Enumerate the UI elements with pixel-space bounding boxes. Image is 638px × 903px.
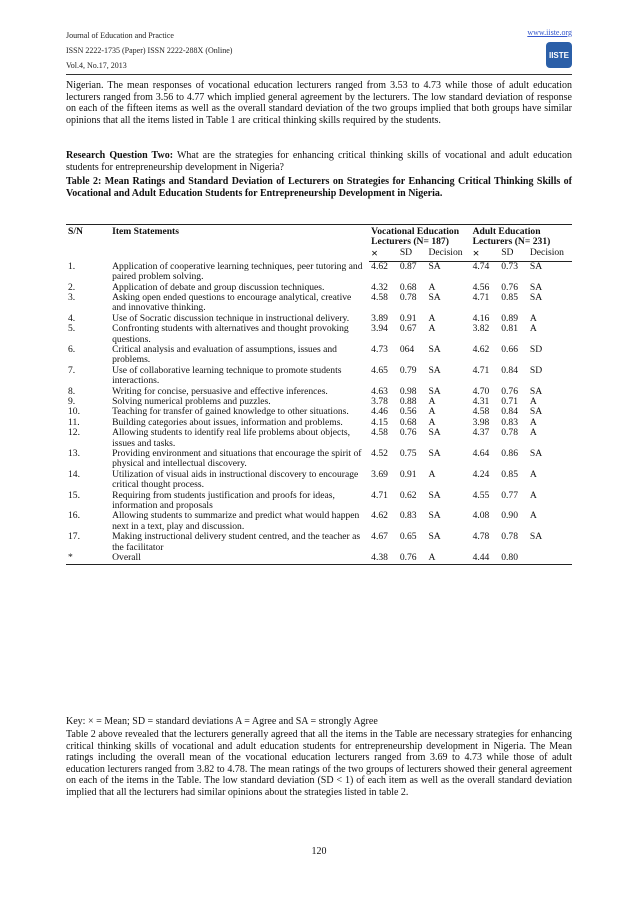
row-sd-2: 0.76	[501, 281, 519, 293]
group1-header: Vocational Education Lecturers (N= 187)	[369, 225, 470, 248]
issn: ISSN 2222-1735 (Paper) ISSN 2222-288X (Online)	[66, 46, 233, 55]
row-sn: 12.	[68, 427, 80, 439]
row-sd-1: 0.88	[399, 396, 417, 407]
row-item: Solving numerical problems and puzzles.	[112, 396, 271, 407]
row-item: Allowing students to summarize and predict what would happen next in a text, play and discussion.	[112, 510, 360, 532]
row-sn: 2.	[68, 281, 76, 293]
row-mean-2: 4.71	[472, 291, 490, 303]
row-item: Allowing students to identify real life problems about objects, issues and tasks.	[112, 427, 351, 449]
row-item: Asking open ended questions to encourage analytical, creative and innovative thinking.	[112, 291, 352, 314]
rq-text: What are the strategies for enhancing critical thinking skills of vocational and adult education students for entrepreneurship development in Nigeria?	[66, 150, 572, 173]
row-item: Teaching for transfer of gained knowledge to other situations.	[112, 406, 349, 418]
volume: Vol.4, No.17, 2013	[66, 61, 127, 70]
row-sd-1: 0.98	[399, 385, 417, 397]
table-row	[66, 532, 572, 553]
table-row	[66, 553, 572, 564]
row-mean-1: 4.58	[371, 427, 388, 439]
row-decision-2: SD	[529, 343, 543, 355]
row-mean-2: 4.08	[472, 510, 490, 522]
table-row	[66, 449, 572, 470]
row-decision-2: A	[529, 489, 537, 501]
row-decision-1: SA	[428, 427, 441, 439]
row-sd-1: 0.67	[399, 323, 417, 335]
iiste-logo: IISTE	[546, 42, 572, 68]
row-sn: 13.	[68, 448, 80, 460]
row-sn: 14.	[68, 468, 80, 480]
page-number: 120	[311, 846, 327, 857]
row-sd-2: 0.71	[501, 396, 519, 407]
row-sd-1: 0.75	[399, 448, 417, 460]
rq-label: Research Question Two:	[66, 150, 174, 161]
row-item: Critical analysis and evaluation of assumptions, issues and problems.	[112, 343, 337, 366]
table-row	[66, 428, 572, 449]
row-sd-1: 0.68	[399, 281, 417, 293]
row-sd-2: 0.90	[501, 510, 519, 522]
row-sn: *	[66, 553, 110, 564]
row-decision-1: SA	[428, 448, 441, 460]
row-mean-2: 4.44	[471, 553, 500, 564]
row-mean-2: 4.64	[472, 448, 490, 460]
row-mean-2: 4.58	[472, 406, 490, 418]
row-mean-2: 4.31	[472, 396, 490, 407]
row-decision-2: SA	[529, 448, 543, 460]
row-sd-2: 0.78	[501, 531, 519, 543]
row-sn: 4.	[68, 312, 76, 324]
group2-header: Adult Education Lecturers (N= 231)	[471, 225, 572, 248]
row-sn: 7.	[68, 364, 76, 376]
row-decision-1: A	[428, 468, 436, 480]
row-sd-1: 0.56	[399, 406, 417, 418]
row-decision-2: SD	[529, 364, 543, 376]
row-sd-2: 0.85	[501, 291, 519, 303]
row-sd-2: 0.83	[501, 416, 519, 428]
row-mean-2: 4.70	[472, 385, 490, 397]
row-mean-1: 4.32	[371, 281, 388, 293]
row-mean-2: 4.78	[472, 531, 490, 543]
row-item: Providing environment and situations that encourage the spirit of physical and intellectual discovery.	[112, 448, 362, 470]
intro-paragraph: Nigerian. The mean responses of vocational education lecturers ranged from 3.53 to 4.73 while those of adult education lecturers ranged from 3.56 to 4.77 which implied general agreement by the lecturers. The low standard deviation of response on each of the fifteen items as well as the overall standard deviation of the two groups implied that both groups have similar opinions that all the items listed in Table 1 are critical thinking skills required by the students.	[66, 80, 572, 126]
row-item: Application of cooperative learning techniques, peer tutoring and paired problem solving.	[112, 260, 363, 283]
row-sd-2: 0.73	[501, 261, 519, 273]
row-mean-2: 4.71	[472, 364, 490, 376]
row-sd-1: 0.65	[399, 531, 417, 543]
journal-url-link[interactable]: www.iiste.org	[527, 28, 572, 37]
row-mean-2: 4.55	[472, 489, 490, 501]
row-decision-2: A	[529, 510, 537, 522]
col-decision-1: Decision	[428, 246, 463, 258]
row-decision-2: A	[529, 416, 537, 428]
row-decision-1: SA	[428, 291, 441, 303]
row-mean-1: 4.46	[371, 406, 388, 418]
table-2	[66, 224, 572, 565]
row-decision-1: SA	[428, 531, 441, 543]
row-sd-2: 0.76	[501, 385, 519, 397]
row-item: Use of collaborative learning technique to promote students interactions.	[112, 364, 342, 387]
table-row	[66, 366, 572, 387]
row-sn: 5.	[68, 323, 76, 335]
row-sd-1: 0.91	[399, 312, 417, 324]
row-mean-2: 4.74	[472, 261, 490, 273]
row-sd-1: 064	[399, 343, 415, 355]
row-sn: 8.	[68, 385, 76, 397]
row-item: Application of debate and group discussion techniques.	[112, 281, 325, 293]
row-sd-2: 0.80	[499, 553, 528, 564]
row-mean-1: 4.67	[371, 531, 388, 543]
row-item: Building categories about issues, information and problems.	[112, 416, 343, 428]
row-item: Making instructional delivery student centred, and the teacher as the facilitator	[112, 531, 361, 553]
row-decision-2: A	[529, 396, 537, 407]
row-sd-1: 0.76	[399, 427, 417, 439]
row-sn: 16.	[68, 510, 80, 522]
row-mean-2: 3.82	[472, 323, 490, 335]
row-sd-2: 0.84	[501, 406, 519, 418]
row-mean-1: 3.78	[371, 396, 388, 407]
row-decision-2: A	[529, 468, 537, 480]
table-row	[66, 262, 572, 283]
row-sn: 6.	[68, 343, 76, 355]
row-mean-1: 4.58	[371, 291, 388, 303]
row-sn: 3.	[68, 291, 76, 303]
row-decision-1: A	[428, 396, 436, 407]
col-sd-2: SD	[501, 246, 514, 258]
row-decision-1: A	[428, 281, 436, 293]
row-mean-1: 4.38	[369, 553, 398, 564]
row-sn: 10.	[68, 406, 80, 418]
row-sn: 9.	[68, 396, 76, 407]
row-sd-2: 0.66	[501, 343, 519, 355]
row-decision-1: A	[428, 312, 436, 324]
row-sd-2: 0.78	[501, 427, 519, 439]
row-decision-2: A	[529, 323, 537, 335]
row-sn: 17.	[68, 531, 80, 543]
row-sd-1: 0.83	[399, 510, 417, 522]
row-decision-1: SA	[428, 385, 441, 397]
row-sd-1: 0.78	[399, 291, 417, 303]
row-decision-1: A	[426, 553, 470, 564]
table-row	[66, 324, 572, 345]
row-decision-2: SA	[529, 261, 543, 273]
row-sd-1: 0.62	[399, 489, 417, 501]
row-item: Writing for concise, persuasive and effective inferences.	[112, 385, 328, 397]
row-sd-2: 0.84	[501, 364, 519, 376]
row-sd-1: 0.76	[398, 553, 427, 564]
row-sd-2: 0.86	[501, 448, 519, 460]
row-decision-1: SA	[428, 261, 441, 273]
row-sd-2: 0.77	[501, 489, 519, 501]
row-sd-1: 0.91	[399, 468, 417, 480]
row-sd-2: 0.85	[501, 468, 519, 480]
row-decision-1: A	[428, 323, 436, 335]
col-decision-2: Decision	[529, 246, 564, 258]
row-decision-1: SA	[428, 343, 441, 355]
row-decision-2: SA	[529, 281, 543, 293]
col-sd-1: SD	[399, 246, 413, 258]
row-mean-1: 4.73	[371, 343, 388, 355]
row-mean-2: 4.24	[472, 468, 490, 480]
row-item: Overall	[110, 553, 369, 564]
row-decision-1: SA	[428, 364, 441, 376]
row-mean-2: 4.62	[472, 343, 490, 355]
row-mean-1: 3.94	[371, 323, 388, 335]
table-row	[66, 470, 572, 491]
row-decision-2: A	[529, 312, 537, 324]
table-row	[66, 293, 572, 314]
row-decision-2: A	[529, 427, 537, 439]
row-mean-1: 3.89	[371, 312, 388, 324]
row-mean-1: 4.62	[371, 261, 388, 273]
row-sn: 1.	[68, 260, 76, 272]
table-key: Key: × = Mean; SD = standard deviations A = Agree and SA = strongly Agree	[66, 716, 378, 727]
col-item: Item Statements	[110, 225, 369, 262]
row-sd-2: 0.89	[501, 312, 519, 324]
header-divider	[66, 74, 572, 75]
row-mean-1: 4.71	[371, 489, 388, 501]
mean-symbol-1: ×	[371, 245, 378, 260]
row-decision-1: SA	[428, 510, 441, 522]
row-mean-1: 4.15	[371, 416, 388, 428]
row-decision-1: SA	[428, 489, 441, 501]
row-mean-2: 3.98	[472, 416, 490, 428]
row-item: Requiring from students justification and proofs for ideas, information and proposals	[112, 489, 335, 512]
row-sd-1: 0.79	[399, 364, 417, 376]
row-mean-2: 4.56	[472, 281, 490, 293]
row-decision-1: A	[428, 416, 436, 428]
row-sd-1: 0.87	[399, 261, 417, 273]
row-mean-1: 4.52	[371, 448, 388, 460]
header-meta	[66, 28, 232, 73]
row-decision-1: A	[428, 406, 436, 418]
row-sn: 15.	[68, 489, 80, 501]
table-row	[66, 511, 572, 532]
row-item: Use of Socratic discussion technique in instructional delivery.	[112, 312, 350, 324]
row-decision-2: SA	[529, 291, 543, 303]
row-mean-1: 4.63	[371, 385, 388, 397]
row-sd-2: 0.81	[501, 323, 519, 335]
table-row	[66, 345, 572, 366]
col-sn: S/N	[66, 225, 110, 262]
row-mean-1: 4.65	[371, 364, 388, 376]
row-decision-2: SA	[529, 531, 543, 543]
row-mean-1: 3.69	[371, 468, 388, 480]
row-decision-2: SA	[529, 406, 543, 418]
row-item: Utilization of visual aids in instructional discovery to encourage critical thought process.	[112, 468, 359, 491]
journal-name: Journal of Education and Practice	[66, 31, 174, 40]
table-row	[66, 491, 572, 512]
row-sn: 11.	[68, 416, 80, 428]
row-decision-2: SA	[529, 385, 543, 397]
row-mean-2: 4.37	[472, 427, 490, 439]
row-sd-1: 0.68	[399, 416, 417, 428]
conclusion-paragraph: Table 2 above revealed that the lecturers generally agreed that all the items in the Table are necessary strategies for enhancing critical thinking skills of vocational and adult education students for entrepreneurship development in Nigeria. The Mean ratings including the overall mean of the vocational education lecturers ranged from 3.69 to 4.73 while those of adult education lecturers ranged from 3.82 to 4.78. The mean ratings of the two groups of lecturers showed their general agreement on each of the items in the Table. The low standard deviation (SD < 1) of each item as well as the overall standard deviation implied that all the lecturers had similar opinions about the strategies listed in table 2.	[66, 729, 572, 798]
table-caption: Table 2: Mean Ratings and Standard Deviation of Lecturers on Strategies for Enhancing Critical Thinking Skills of Vocational and Adult Education Students for Entrepreneurship Development in Nigeria.	[66, 176, 572, 199]
research-question	[66, 150, 572, 173]
row-decision-2	[528, 553, 572, 564]
mean-symbol-2: ×	[472, 245, 480, 260]
row-mean-2: 4.16	[472, 312, 490, 324]
row-item: Confronting students with alternatives and thought provoking questions.	[112, 323, 349, 345]
row-mean-1: 4.62	[371, 510, 388, 522]
